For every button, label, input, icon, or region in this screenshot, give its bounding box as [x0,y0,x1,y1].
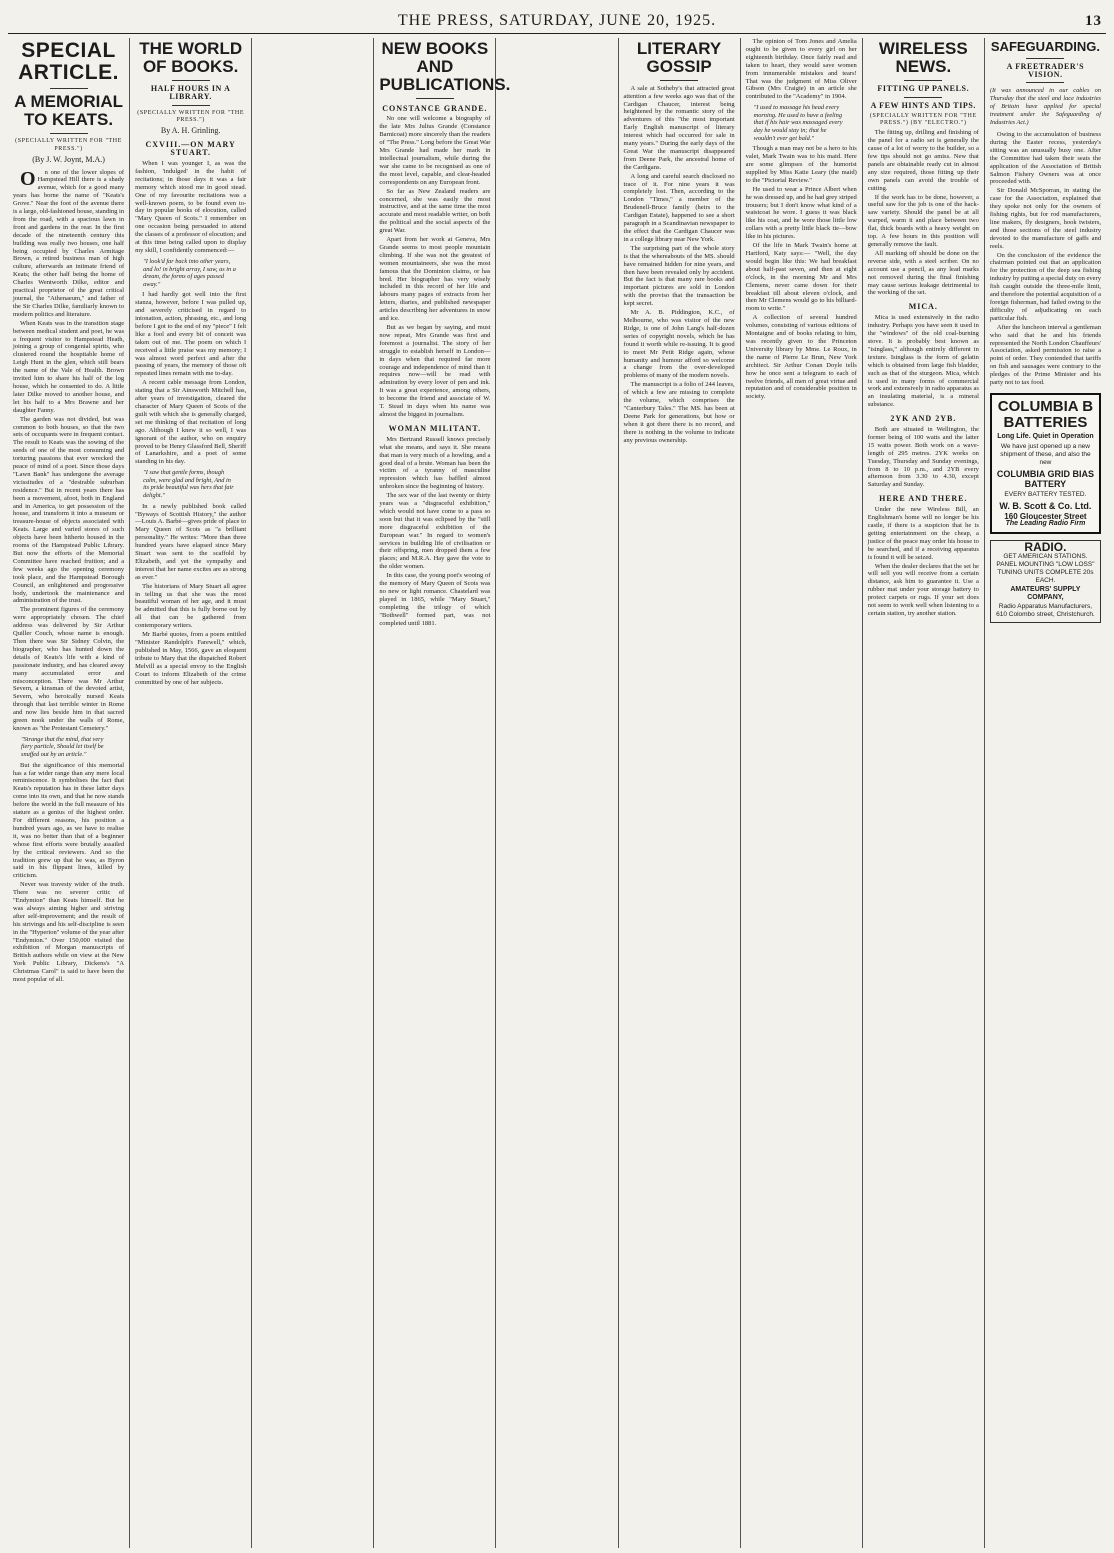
column-keats [8,38,130,1548]
newbooks-para-2: So far as New Zealand readers are concerned, she was easily the most instructive, and at the same time the most accurate and most readable writer, on both the political and the social aspects of the great War. [379,187,491,235]
keats-para-2: When Keats was in the transition stage between medical student and poet, he was a frequent visitor to Hampstead Heath, joining a group of congenial spirits, who clustered round the hospitable home of Leigh Hunt in the glen, which still bears the name of the Vale of Health. Brown invited him to share his half of the log house, which he consented to do. A little later Dilke moved to another house, and let his half to a Mrs Brawne and her daughter Fanny. [13,319,125,414]
gossip-para-7: Though a man may not be a hero to his valet, Mark Twain was to his maid. Here are some glimpses of the humorist supplied by Miss Katie Leary (the maid) to the "Pictorial Review." [745,145,857,184]
keats-para-6: Never was travesty wider of the truth. There was no severer critic of "Endymion" than Keats himself. But he was always aiming higher and striving after self-improvement; and the result of his strivings and his self-discipline is seen in the "Hyperion" volume of the year after "Endymion." Over 150,000 visited the exhibition of Morgan manuscripts of British authors while on view at the New York Public Library, Dickens's "A Christmas Carol" is said to have been the most popular of all. [13,881,125,984]
keats-byline: (By J. W. Joynt, M.A.) [32,154,105,164]
ad-brand: COLUMBIA B BATTERIES [997,397,1094,431]
ad2-company: AMATEURS' SUPPLY COMPANY, [1010,585,1081,601]
here-there-para-1: Under the new Wireless Bill, an Englishman's home will no longer be his castle, if there is a suspicion that he is getting entertainment on the cheap, a justice of the peace may order his house to be searched, and if a receiving apparatus is found it will be seized. [867,506,979,561]
advert-radio [990,540,1101,623]
newbooks-para-4: But as we began by saying, and must now repeat, Mrs Grande was first and foremost a journalist. The story of her struggle to establish herself in London—in days when that required far more courage and independence of mind than it requires now—will be read with admiration by every lover of pen and ink. It was a great experience, among others, to become the friend and associate of W. T. Stead in days when his name was almost the biggest in journalism. [379,324,491,418]
books-byline: By A. H. Grinling. [160,126,221,136]
safeguarding-para-2: Sir Donald McSporran, in stating the case for the Association, explained that they spoke not only for the owners of fishing rights, but for rod manufacturers, line makers, fly designers, hook twisters, and those sections of the steel industry devoted to the manufacture of gaffs and reels. [989,187,1101,250]
ad-slogan: The Leading Radio Firm [1005,520,1086,528]
divider [416,98,454,99]
divider [172,80,210,81]
mica-para: Mica is used extensively in the radio industry. Perhaps you have seen it used in the "windows" of the old coal-burning stove. It is probably best known as "isinglass," although entirely different in texture. Isinglass is the form of gelatin which is obtained from large fish bladder, such as that of the sturgeon. Mica, which is used in many forms of commercial work and extensively in radio apparatus as an insulating material, is a mineral substance. [867,314,979,409]
column-literary-gossip [619,38,741,1548]
wireless-para-3: All marking off should be done on the reverse side, with a steel scriber. On no account use a pencil, as any lead marks not removed during the final finishing may cause serious leakage detrimental to the working of the set. [867,249,979,297]
newbooks-para-7: In this case, the young poet's wooing of the memory of Mary Queen of Scots was no new or light romance. Chastelard was played in 1865, while "Mary Stuart," completing the trilogy of which "Bothwell" formed part, was not completed until 1881. [379,572,491,627]
divider [660,80,698,81]
books-para-3: A recent cable message from London, stating that a Sir Ainsworth Mitchell has, after years of investigation, cleared the character of Mary Queen of Scots of the guilt with which she is generally charged, set me thinking of that recitation of long ago. Although I knew it so well, I was ignorant of the author, who on enquiry proved to be Henry Glassford Bell, Sheriff of Lanarkshire, and a poet of some standing in his day. [135,379,247,466]
zyk-section: 2YK AND 2YB. [890,414,957,424]
newbooks-section-1: CONSTANCE GRANDE. [382,103,488,113]
ad2-title: RADIO. [1024,540,1067,555]
gossip-headline: LITERARY GOSSIP [636,39,722,76]
column-literary-gossip-cont [741,38,863,1548]
gossip-para-4: Mr A. B. Piddington, K.C., of Melbourne, who was visitor of the new Ridge, is one of John Lang's half-dozen series of copyright novels, which he has found it worth while re-issuing. It is good to meet Mr Petit Ridge again, whose humanity and humour afford so welcome a change from the over-developed problems of many of the modern novels. [623,309,735,380]
wireless-para-1: The fitting up, drilling and finishing of the panel for a radio set is generally the cause of a lot of worry to the builder, so a few tips should not go amiss. New that panels are obtainable ready cut in almost any size required, those fitting up their own panels can avoid the trouble of cutting. [867,129,979,192]
keats-headline: A MEMORIAL TO KEATS. [14,92,124,129]
mica-section: MICA. [908,302,938,312]
newbooks-para-3: Apart from her work at Geneva, Mrs Grande seems to most people mountain climbing. If she was not the greatest of women mountaineers, she was the most famous that the Dominion claims, or has bred. Her biographer has very wisely included in this record of her life and labours many pages of extracts from her letters, diaries, and published newspaper articles describing her adventures in snow and ice. [379,236,491,323]
divider [1026,58,1064,59]
divider [50,133,88,134]
zyk-para: Both are situated in Wellington, the former being of 100 watts and the latter 15 watts power. Both work on a wave-length of 295 metres. 2YK works on Tuesday, Thursday and Sunday evenings, from 8 to 10 p.m., and 2YB every afternoon from 3.30 to 4.30, except Saturday and Sunday. [867,426,979,489]
newbooks-para-1: No one will welcome a biography of the late Mrs Julius Grande (Constance Barnicoat) more sincerely than the readers of "The Press." Long before the Great War Mrs Grande had made her mark in intellectual journalism, while during the war she came to be recognised as one of the most level, capable, and clear-headed correspondents on any European front. [379,115,491,186]
books-section: CXVIII.—ON MARY STUART. [145,140,236,158]
column-wireless-news [863,38,985,1548]
column-safeguarding [985,38,1106,1548]
keats-quote: "Strange that the mind, that very fiery particle, Should let itself be snuffed out by an article." [21,735,104,759]
masthead [8,6,1106,34]
ad-tagline: Long Life. Quiet in Operation [997,432,1094,440]
advert-columbia-batteries [990,393,1101,534]
ad-product: COLUMBIA GRID BIAS BATTERY [996,468,1095,489]
wireless-para-2: If the work has to be done, however, a useful saw for the job is one of the hack-saw variety. Should the panel be at all warped, warm it and place between two flat, thick boards with a heavy weight on top. A few hours in this position will generally remove the fault. [867,193,979,248]
ad-tested: EVERY BATTERY TESTED. [1004,490,1087,498]
books-para-4: In a newly published book called "Byways of Scottish History," the author—Louis A. Barbé—gives pride of place to Mary Queen of Scots as "a brilliant personality." He writes: "More than three hundred years have elapsed since Mary Stuart was sent to the scaffold by Elizabeth, and yet the sympathy and interest that her name excites are as strong as ever." [135,502,247,581]
newbooks-para-6: The sex war of the last twenty or thirty years was a "disgraceful exhibition," which would not have come to a pass so soon but that it was eclipsed by the "still more disgraceful exhibition of the European war." In regard to women's services in building life of civilisation or their offspring, men dropped them a few places; and M.R.A. Hay gave the vote to the older women. [379,492,491,571]
gossip-para-9: Of the life in Mark Twain's home at Hartford, Katy says:— "Well, the day would begin like this: We had breakfast about half-past seven, and then at eight o'clock, in the morning Mr and Mrs Clemens, never came down for their breakfast till about eleven o'clock, and then Mr Clemens would go to his billiard-room to write." [745,242,857,313]
columns [8,38,1106,1548]
ad2-line-2: Radio Apparatus Manufacturers, 610 Colombo street, Christchurch. [996,602,1095,618]
column-world-of-books-cont [252,38,374,1548]
gossip-para-2: A long and careful search disclosed no trace of it. For nine years it was completely lost. Then, according to the London "Times," a member of the Brudenell-Bruce family (heirs to the Cardigan Estate), happened to see a short paragraph in a Scandinavian newspaper to the effect that the Cardigan Chaucer was in a college library near New York. [623,172,735,243]
divider [1026,82,1064,83]
keats-para-3: The garden was not divided, but was common to both houses, so that the two sets of occupants were in frequent contact. The result to Keats was the sowing of the seeds of one of the most consuming and torturing passions that ever wrecked the peace of mind of a poet. Since those days "Lawn Bank" has undergone the average vicissitudes of a "desirable suburban residence." But in recent years there has been a movement, afoot, both in England and in America, to get possession of the house, and transform it into a museum or treasure-house of objects associated with Keats. Large and varied stores of such objects have been hitherto housed in the rooms of the Hampstead Public Library. But now the efforts of the Memorial Committee have reached fruition; and a few weeks ago the opening ceremony took place, and the Hampstead Borough Council, an enlightened and progressive body, undertook the maintenance and administration of the trust. [13,415,125,605]
keats-credit: (SPECIALLY WRITTEN FOR "THE PRESS.") [15,137,122,152]
ad-offer: We have just opened up a new shipment of these, and also the new [1000,442,1091,466]
keats-para-4: The prominent figures of the ceremony were appropriately chosen. The chief address was delivered by Sir Arthur Quiller Couch, whose name is enough. Then there was Sir Sidney Colvin, the biographer, who has hunted down the details of Keats's life with a kind of passionate industry, and has cleared away many accumulated error and misconception. There was Mr Arthur Severn, a kinsman of the devoted artist, Severn, who heroically nursed Keats through that last terrible winter in Rome and now lies beside him in that sacred green nook under the walls of Rome, known as "the Protestant Cemetery." [13,606,125,732]
books-para-1: When I was younger I, as was the fashion, 'indulged' in the habit of recitations; in those days it was a fair memory which stood me in good stead. One of my favourite recitations was a well-known poem, to be found even to-day in popular books of elocution, called "Mary Queen of Scots." I remember on one occasion being persuaded to attend the classes of a professor of elocution; and at this time being called upon to display my skill, I confidently commenced:— [135,160,247,254]
ad-address: 160 Gloucester Street [1004,511,1087,521]
gossip-para-1: A sale at Sotheby's that attracted great attention a few weeks ago was that of the Cardigan Chaucer, interest being heightened by the romantic story of the adventures of this "the most important Early English manuscript of literary interest which had occurred for sale in many years." During the early days of the Great War the manuscript disappeared from Deene Park, the ancestral home of the Cardigans. [623,84,735,171]
safeguarding-para-4: After the luncheon interval a gentleman who said that he and his friends represented the North London Chauffeurs' Association, asked permission to raise a point of order. They contended that tariffs on fish and sausages were contrary to the pledges of the Prime Minister and his party not to tax food. [989,323,1101,387]
newbooks-para-5: Mrs Bertrand Russell knows precisely what she means, and says it. She means that man is very much of a howling, and a good deal of a brute. Woman has been the victim of a tyranny of masculine repression which has baffled almost unbroken since the beginning of history. [379,435,491,491]
keats-para-5: But the significance of this memorial has a far wider range than any mere local reminiscence. It symbolises the fact that Keats's reputation has in these latter days come into its own, and that he now stands before the world in the full measure of his stature as a genius of the highest order. For different reasons, his position a hundred years ago, as we have to realise it, was no better than that of a beginner whose first efforts were brutally assailed by the critical reviewers. And so the tradition grew up that he was, as Byron said in his flippant lines, killed by criticism. [13,761,125,880]
gossip-para-6: The opinion of Tom Jones and Amelia ought to be given to every girl on her eighteenth birthday. Once fairly read and taken to heart, they would save women from innumerable mistakes and tears! That was the judgment of Miss Oliver Gibson (Mrs Craigie) in an article she contributed to the "Academy" in 1904. [745,38,857,101]
safeguarding-subheadline: A FREETRADER'S VISION. [1006,61,1085,79]
gossip-quote: "I used to massage his head every morning. He used to have a feeling that if his hair was massaged every day he would stay in; that he wouldn't ever get bald." [753,104,843,142]
here-there-para-2: When the dealer declares that the set he will sell you will receive from a certain distance, ask him to guarantee it. Use a rubber mat under your storage battery to protect carpets or rugs. If your set does not seem to work well when listening to a certain station, try another station. [867,562,979,617]
ad2-line-1: GET AMERICAN STATIONS. PANEL MOUNTING "LOW LOSS" TUNING UNITS COMPLETE 20s EACH. [996,553,1095,584]
page-number: 13 [1085,13,1102,29]
books-para-6: Mr Barbé quotes, from a poem entitled "Minister Randolph's Farewell," which, published in May, 1566, gave an eloquent tribute to Mary that the dispatched Robert Melvill as a special envoy to the English Court to inform Elizabeth of the crime committed by one of her subjects. [135,631,247,686]
divider [904,80,942,81]
gossip-para-5: The manuscript is a folio of 244 leaves, of which a few are missing to complete the volume, which comprises the "Canterbury Tales." The MS. has been at Deene Park for generations, but how or when it got there there is no record, and there is nothing in the volume to indicate any previous ownership. [623,381,735,444]
safeguarding-headline: SAFEGUARDING. [990,39,1100,54]
newbooks-section-2: WOMAN MILITANT. [388,423,482,433]
books-subheadline: HALF HOURS IN A LIBRARY. [150,83,231,101]
dropcap: O [20,167,36,190]
gossip-para-8: He used to wear a Prince Albert when he was dressed up, and he had grey striped trousers; but I don't know what kind of a waistcoat he wore. I guess it was black like his coat, and he wore those little low collars with a pretty little black tie—bow like in his pictures. [745,185,857,241]
safeguarding-para-3: On the conclusion of the evidence the chairman pointed out that an application for the protection of the deep sea fishing industry by putting a special duty on every fish caught outside the three-mile limit, and therefore the potential acquisition of a foreign fisherman, had failed owing to the difficulty of adjudicating on each particular fish. [989,251,1101,322]
safeguarding-note: (It was announced in our cables on Thursday that the steel and lace industries of Britain have applied for special treatment under the Safeguarding of Industries Act.) [989,87,1101,127]
newbooks-headline: NEW BOOKS AND PUBLICATIONS. [379,39,511,94]
ad-company: W. B. Scott & Co. Ltd. [999,500,1092,511]
books-headline: THE WORLD OF BOOKS. [139,39,243,76]
wireless-credit: (SPECIALLY WRITTEN FOR "THE PRESS.") (BY "ELECTRO.") [869,112,977,127]
safeguarding-para-1: Owing to the accumulation of business during the Easter recess, yesterday's sitting was an unusually busy one. After the Committee had taken their seats the application of the Association of British Salmon Fishery Owners was at once proceeded with. [989,130,1101,186]
books-quote-2: "I saw that gentle forms, though calm, were glad and bright, And in its pride beautiful was hers that fair delight." [143,469,234,499]
books-quote-1: "I look'd far back into other years, and lo! in bright array, I saw, as in a dream, the forms of ages passed away." [143,257,236,288]
gossip-para-10: A collection of several hundred volumes, consisting of various editions of Montaigne and of books relating to him, was recently given to the Princeton University library by Mme. Le Roux, in the name of Pierre Le Brun, New York architect. Sir Arthur Conan Doyle tells how he once sent a telegram to each of twelve friends, all men of great virtue and reputation and of considerable position in society. [745,314,857,401]
wireless-subheadline-2: A FEW HINTS AND TIPS. [870,100,977,110]
wireless-subheadline: FITTING UP PANELS. [877,83,970,93]
wireless-headline: WIRELESS NEWS. [878,39,968,76]
masthead-title: THE PRESS, SATURDAY, JUNE 20, 1925. [397,12,717,29]
divider [904,97,942,98]
column-world-of-books [130,38,252,1548]
books-para-5: The historians of Mary Stuart all agree in telling us that she was the most beautiful woman of her age, and it must be admitted that this is fully borne out by all that can be gathered from contemporary writers. [135,582,247,630]
column-new-books [374,38,511,1548]
keats-kicker: SPECIAL ARTICLE. [18,39,119,85]
gossip-para-3: The surprising part of the whole story is that the whereabouts of the MS. should have remained hidden for nine years, and then have been revealed only by accident. But the fact is that many rare books and important pictures are sold in London with the proviso that the transaction be kept secret. [623,244,735,308]
column-new-books-cont [496,38,618,1548]
books-credit: (SPECIALLY WRITTEN FOR "THE PRESS.") [137,109,245,124]
divider [50,88,88,89]
keats-para-1: O n one of the lower slopes of Hampstead Hill there is a shady avenue, which for a good many years has borne the name of "Keats's Grove." Near the foot of the avenue there is a large, old-fashioned house, standing in from the road, with a spacious lawn in front and gardens in the rear. In the first decade of the nineteenth century this building was really two houses, one half being occupied by Charles Armitage Brown, a retired business man of high culture, afterwards an intimate friend of Keats; the other half being the home of Charles Wentworth Dilke, editor and practical proprietor of the great critical journal, the "Athenaeum," and father of the Sir Charles Dilke, familiarly known to modern politics and literature. [13,167,125,318]
divider [172,105,210,106]
here-there-section: HERE AND THERE. [879,494,968,504]
books-para-2: I had hardly got well into the first stanza, however, before I was pulled up, and severely criticised in regard to intonation, action, phrasing, etc., and long before I got to the end of my "piece" I felt like a fool and every bit of conceit was taken out of me. The poem on which I received a little praise was my memory; I was almost word perfect and after the passing of years, the memory of those oft repeated lines remain with me to-day. [135,291,247,378]
